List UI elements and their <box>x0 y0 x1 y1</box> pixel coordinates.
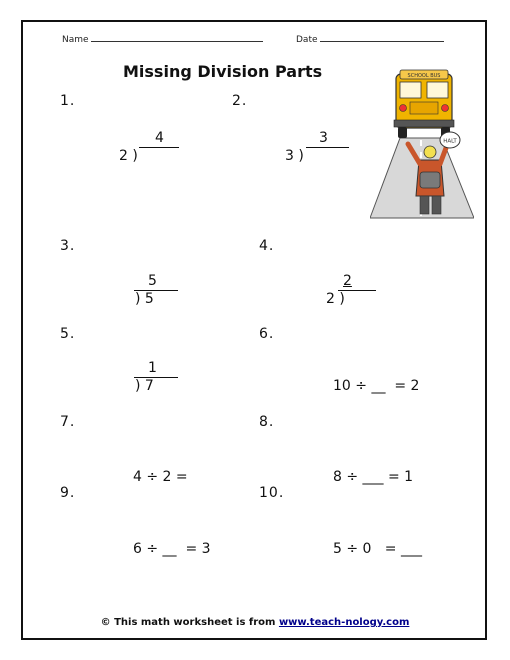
date-field <box>296 33 444 45</box>
problem-text-9: 6 ÷ __ = 3 <box>133 541 211 557</box>
halt-sign-label: HALT <box>443 138 457 145</box>
quotient-1: 4 <box>155 130 164 146</box>
problem-number-3: 3. <box>60 238 76 254</box>
problem-text-7: 4 ÷ 2 = <box>133 469 188 485</box>
division-bar-2 <box>306 147 349 148</box>
name-line <box>91 33 263 42</box>
problem-number-1: 1. <box>60 93 76 109</box>
division-bar-1 <box>139 147 179 148</box>
problem-text-8: 8 ÷ ___ = 1 <box>333 469 414 485</box>
bus-sign: SCHOOL BUS <box>407 73 441 79</box>
problem-number-7: 7. <box>60 414 76 430</box>
name-label: Name <box>62 35 89 45</box>
problem-number-10: 10. <box>259 485 285 501</box>
school-bus-crossing-guard-illustration <box>370 68 474 224</box>
problem-number-6: 6. <box>259 326 275 342</box>
footer <box>0 617 510 628</box>
dividend-3: ) 5 <box>135 291 154 307</box>
problem-text-6: 10 ÷ __ = 2 <box>333 378 420 394</box>
footer-link[interactable]: www.teach-nology.com <box>278 617 410 628</box>
divisor-2: 3 ) <box>285 148 304 164</box>
date-line <box>320 33 444 42</box>
quotient-5: 1 <box>148 360 157 376</box>
quotient-4: 2 <box>343 273 352 289</box>
name-field <box>62 33 263 45</box>
divisor-4: 2 ) <box>326 291 345 307</box>
dividend-5: ) 7 <box>135 378 154 394</box>
quotient-2: 3 <box>319 130 328 146</box>
divisor-1: 2 ) <box>119 148 138 164</box>
date-label: Date <box>296 35 318 45</box>
problem-text-10: 5 ÷ 0 = ___ <box>333 541 422 557</box>
footer-text: © This math worksheet is from <box>100 617 279 628</box>
problem-number-4: 4. <box>259 238 275 254</box>
problem-number-8: 8. <box>259 414 275 430</box>
worksheet-title: Missing Division Parts <box>123 62 323 81</box>
problem-number-9: 9. <box>60 485 76 501</box>
problem-number-5: 5. <box>60 326 76 342</box>
problem-number-2: 2. <box>232 93 248 109</box>
quotient-3: 5 <box>148 273 157 289</box>
